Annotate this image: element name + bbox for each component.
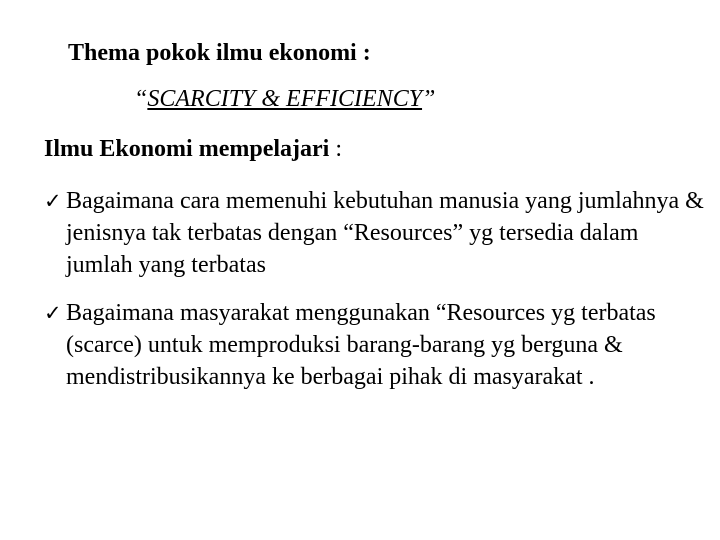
theme-open-quote: “: [134, 86, 148, 112]
slide-title: Thema pokok ilmu ekonomi :: [68, 40, 371, 66]
subheading: [44, 136, 342, 163]
checkmark-icon: ✓: [44, 301, 62, 325]
bullet-text: Bagaimana cara memenuhi kebutuhan manusia yang jumlahnya & jenisnya tak terbatas dengan “Resources” yg tersedia dalam jumlah yang terbatas: [66, 188, 704, 278]
checkmark-icon: ✓: [44, 189, 62, 213]
bullet-item: [44, 297, 704, 393]
bullet-text: Bagaimana masyarakat menggunakan “Resources yg terbatas (scarce) untuk memproduksi barang-barang yg berguna & mendistribusikannya ke berbagai pihak di masyarakat .: [66, 300, 656, 390]
theme-statement: [134, 86, 435, 113]
subheading-colon: :: [329, 136, 342, 162]
subheading-text: Ilmu Ekonomi mempelajari: [44, 136, 330, 162]
bullet-item: [44, 185, 704, 281]
theme-close-quote: ”: [422, 86, 436, 112]
theme-text: SCARCITY & EFFICIENCY: [147, 86, 423, 112]
bullet-list: [44, 185, 704, 409]
